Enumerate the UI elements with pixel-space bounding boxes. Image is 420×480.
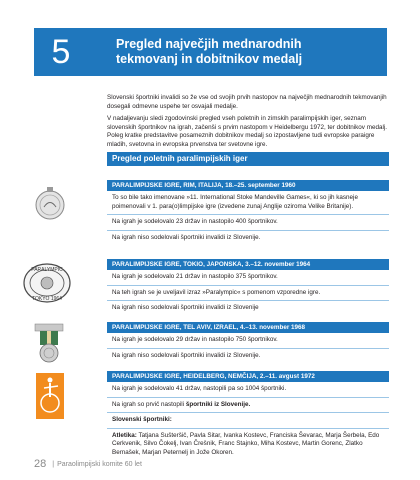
athletes-title-text: Slovenski športniki: xyxy=(112,416,172,424)
intro-text xyxy=(107,94,389,154)
games-header: PARALIMPIJSKE IGRE, TOKIO, JAPONSKA, 3.–12. november 1964 xyxy=(107,259,389,270)
games-line-bold: športniki iz Slovenije. xyxy=(185,400,251,408)
intro-paragraph-2: V nadaljevanju sledi zgodovinski pregled vseh poletnih in zimskih paralimpijskih iger, seznam slovenskih športnikov na igrah, začenši s prvim nastopom v Heidelbergu 1972, ter dobitnikov medalj. Poleg kratke predstavitve posameznih dobitnikov medalj so izpostavljene tudi evropske paraigre mladih, svetovna in evropska prvenstva ter svetovne igre. xyxy=(107,115,388,148)
tokio-badge-label-bottom: TOKYO 1964 xyxy=(32,296,62,302)
games-line: Na igrah je sodelovalo 41 držav, nastopili pa so 1004 športniki. xyxy=(107,382,389,398)
page-number: 28 xyxy=(34,458,47,470)
games-line: Na igrah niso sodelovali športniki invalidi iz Slovenije. xyxy=(112,351,261,359)
games-header: PARALIMPIJSKE IGRE, RIM, ITALIJA, 18.–25. september 1960 xyxy=(107,180,389,191)
games-block-telaviv-1968 xyxy=(107,322,389,363)
games-line: To so bile tako imenovane »11. International Stoke Mandeville Games«, ki so jih kasneje poimenovali v 1. para(o)limpijske igre (izvedene zunaj Anglije oziroma Velike Britanije). xyxy=(107,191,389,215)
games-line-text: Na igrah so prvič nastopili xyxy=(112,400,186,408)
footer-text: Paraolimpijski komite 60 let xyxy=(57,460,142,468)
rome-medal-image xyxy=(34,186,66,222)
games-block-tokio-1964 xyxy=(107,259,389,316)
games-header: PARALIMPIJSKE IGRE, HEIDELBERG, NEMČIJA, 2.–11. avgust 1972 xyxy=(107,371,389,382)
chapter-title-line2: tekmovanj in dobitnikov medalj xyxy=(116,52,303,66)
section-heading: Pregled poletnih paralimpijskih iger xyxy=(107,152,389,166)
tokio-badge-image xyxy=(22,262,72,304)
athletes-list xyxy=(107,429,389,461)
games-line: Na igrah je sodelovalo 21 držav in nastopilo 375 športnikov. xyxy=(107,270,389,286)
heidelberg-poster-image xyxy=(36,373,64,419)
games-block-rome-1960 xyxy=(107,180,389,245)
athletes-names: Tatjana Sušteršič, Pavla Sitar, Ivanka Kostevc, Franciska Ševarac, Marja Šerbela, Edo Cerkvenik, Silvo Čokelj, Ivan Črešnik, Franc Stajnko, Miha Kostevc, Martin Gorenc, Zlatko Bernašek, Marjan Peternelj in Jože Okoren. xyxy=(112,431,380,456)
page-footer xyxy=(34,458,142,470)
games-line: Na teh igrah se je uveljavil izraz »Paralympic« s pomenom vzporedne igre. xyxy=(107,286,389,302)
games-line: Na igrah je sodelovalo 23 držav in nastopilo 400 športnikov. xyxy=(107,215,389,231)
telaviv-medal-image xyxy=(34,323,64,365)
athletes-title xyxy=(107,413,389,429)
intro-paragraph-1: Slovenski športniki invalidi so že vse od svojih prvih nastopov na največjih mednarodnih tekmovanjih dosegali odmevne uspehe ter osvajali medalje. xyxy=(107,94,387,110)
chapter-number: 5 xyxy=(51,33,71,71)
games-header: PARALIMPIJSKE IGRE, TEL AVIV, IZRAEL, 4.–13. november 1968 xyxy=(107,322,389,333)
games-line: Na igrah niso sodelovali športniki invalidi iz Slovenije. xyxy=(112,233,261,241)
chapter-title xyxy=(116,37,356,67)
chapter-title-line1: Pregled največjih mednarodnih xyxy=(116,37,302,51)
games-line: Na igrah je sodelovalo 29 držav in nastopilo 750 športnikov. xyxy=(107,333,389,349)
games-line xyxy=(107,398,389,414)
games-line: Na igrah niso sodelovali športniki invalidi iz Slovenije xyxy=(112,304,259,312)
footer-separator: | xyxy=(52,460,55,468)
tokio-badge-label-top: PARALYMPIC xyxy=(31,267,63,273)
games-block-heidelberg-1972 xyxy=(107,371,389,461)
chapter-header xyxy=(34,28,387,76)
athletes-sport-label: Atletika: xyxy=(112,431,137,439)
